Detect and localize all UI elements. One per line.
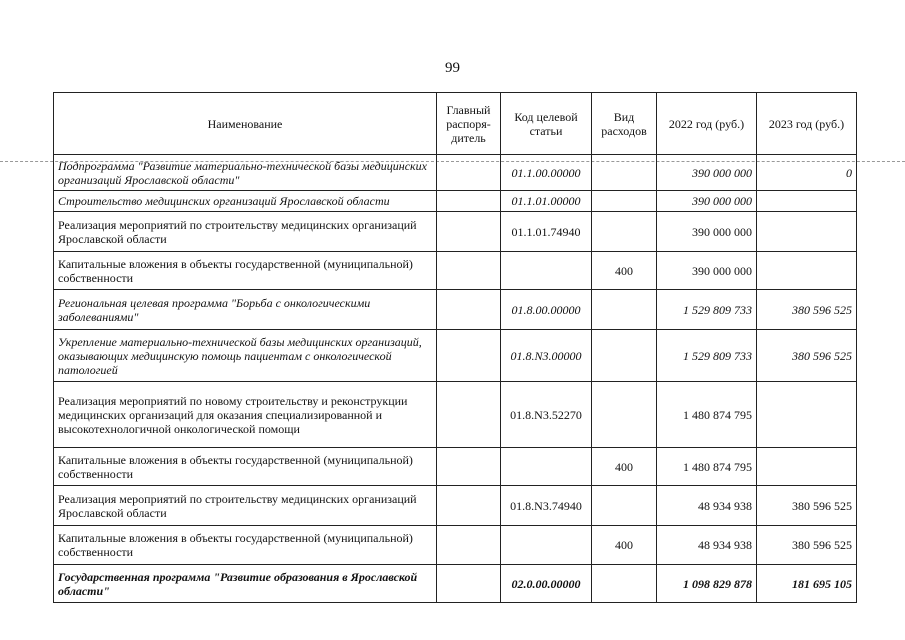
- row-admin: [437, 155, 501, 191]
- row-type: [592, 565, 657, 603]
- table-row: [54, 448, 857, 486]
- table-row: [54, 526, 857, 565]
- budget-table: [53, 92, 857, 603]
- row-code: [501, 526, 592, 565]
- row-code: 01.1.00.00000: [501, 155, 592, 191]
- table-header-row: [54, 93, 857, 155]
- row-name: Капитальные вложения в объекты государственной (муниципальной) собственности: [54, 526, 437, 565]
- row-name: Подпрограмма "Развитие материально-технической базы медицинских организаций Ярославской области": [54, 155, 437, 191]
- table-row: [54, 565, 857, 603]
- row-2022: 390 000 000: [657, 252, 757, 290]
- row-admin: [437, 330, 501, 382]
- row-2023: 380 596 525: [757, 526, 857, 565]
- row-name: Капитальные вложения в объекты государственной (муниципальной) собственности: [54, 252, 437, 290]
- table-row: [54, 290, 857, 330]
- row-admin: [437, 191, 501, 212]
- header-2022: 2022 год (руб.): [657, 93, 757, 155]
- row-name: Укрепление материально-технической базы медицинских организаций, оказывающих медицинскую помощь пациентам с онкологической патологией: [54, 330, 437, 382]
- row-type: [592, 486, 657, 526]
- row-2023: 380 596 525: [757, 330, 857, 382]
- row-code: 01.8.N3.74940: [501, 486, 592, 526]
- row-2022: 48 934 938: [657, 486, 757, 526]
- header-2023: 2023 год (руб.): [757, 93, 857, 155]
- header-code: Код целевой статьи: [501, 93, 592, 155]
- row-code: 01.8.00.00000: [501, 290, 592, 330]
- row-admin: [437, 252, 501, 290]
- row-2022: 390 000 000: [657, 155, 757, 191]
- row-2023: [757, 212, 857, 252]
- row-name: Реализация мероприятий по новому строительству и реконструкции медицинских организаций для оказания специализированной и высокотехнологичной онкологической помощи: [54, 382, 437, 448]
- row-2023: [757, 252, 857, 290]
- row-2023: [757, 448, 857, 486]
- row-name: Строительство медицинских организаций Ярославской области: [54, 191, 437, 212]
- table-row: [54, 191, 857, 212]
- row-name: Государственная программа "Развитие образования в Ярославской области": [54, 565, 437, 603]
- row-2022: 1 529 809 733: [657, 290, 757, 330]
- row-2022: 1 480 874 795: [657, 448, 757, 486]
- row-2022: 1 529 809 733: [657, 330, 757, 382]
- row-name: Реализация мероприятий по строительству медицинских организаций Ярославской области: [54, 212, 437, 252]
- row-admin: [437, 290, 501, 330]
- row-2022: 390 000 000: [657, 212, 757, 252]
- row-type: 400: [592, 448, 657, 486]
- table-row: [54, 212, 857, 252]
- row-type: 400: [592, 526, 657, 565]
- row-type: [592, 290, 657, 330]
- row-type: [592, 155, 657, 191]
- row-code: 01.8.N3.00000: [501, 330, 592, 382]
- row-2023: 380 596 525: [757, 290, 857, 330]
- row-name: Реализация мероприятий по строительству медицинских организаций Ярославской области: [54, 486, 437, 526]
- row-type: [592, 330, 657, 382]
- row-code: 02.0.00.00000: [501, 565, 592, 603]
- table-row: [54, 155, 857, 191]
- row-2023: 0: [757, 155, 857, 191]
- row-2023: 181 695 105: [757, 565, 857, 603]
- row-admin: [437, 382, 501, 448]
- row-admin: [437, 526, 501, 565]
- header-type: Вид расходов: [592, 93, 657, 155]
- row-name: Капитальные вложения в объекты государственной (муниципальной) собственности: [54, 448, 437, 486]
- header-admin: Главный распоря-дитель: [437, 93, 501, 155]
- row-admin: [437, 448, 501, 486]
- table-row: [54, 330, 857, 382]
- row-admin: [437, 486, 501, 526]
- row-2023: [757, 382, 857, 448]
- row-admin: [437, 212, 501, 252]
- row-name: Региональная целевая программа "Борьба с онкологическими заболеваниями": [54, 290, 437, 330]
- row-code: 01.1.01.74940: [501, 212, 592, 252]
- row-type: [592, 382, 657, 448]
- row-code: 01.1.01.00000: [501, 191, 592, 212]
- row-2022: 1 098 829 878: [657, 565, 757, 603]
- row-code: 01.8.N3.52270: [501, 382, 592, 448]
- row-2022: 48 934 938: [657, 526, 757, 565]
- row-2023: 380 596 525: [757, 486, 857, 526]
- row-type: 400: [592, 252, 657, 290]
- row-type: [592, 191, 657, 212]
- row-2023: [757, 191, 857, 212]
- page-number: 99: [445, 60, 460, 76]
- table-row: [54, 252, 857, 290]
- row-code: [501, 252, 592, 290]
- row-type: [592, 212, 657, 252]
- row-2022: 390 000 000: [657, 191, 757, 212]
- table-row: [54, 486, 857, 526]
- row-2022: 1 480 874 795: [657, 382, 757, 448]
- header-name: Наименование: [54, 93, 437, 155]
- row-code: [501, 448, 592, 486]
- row-admin: [437, 565, 501, 603]
- table-row: [54, 382, 857, 448]
